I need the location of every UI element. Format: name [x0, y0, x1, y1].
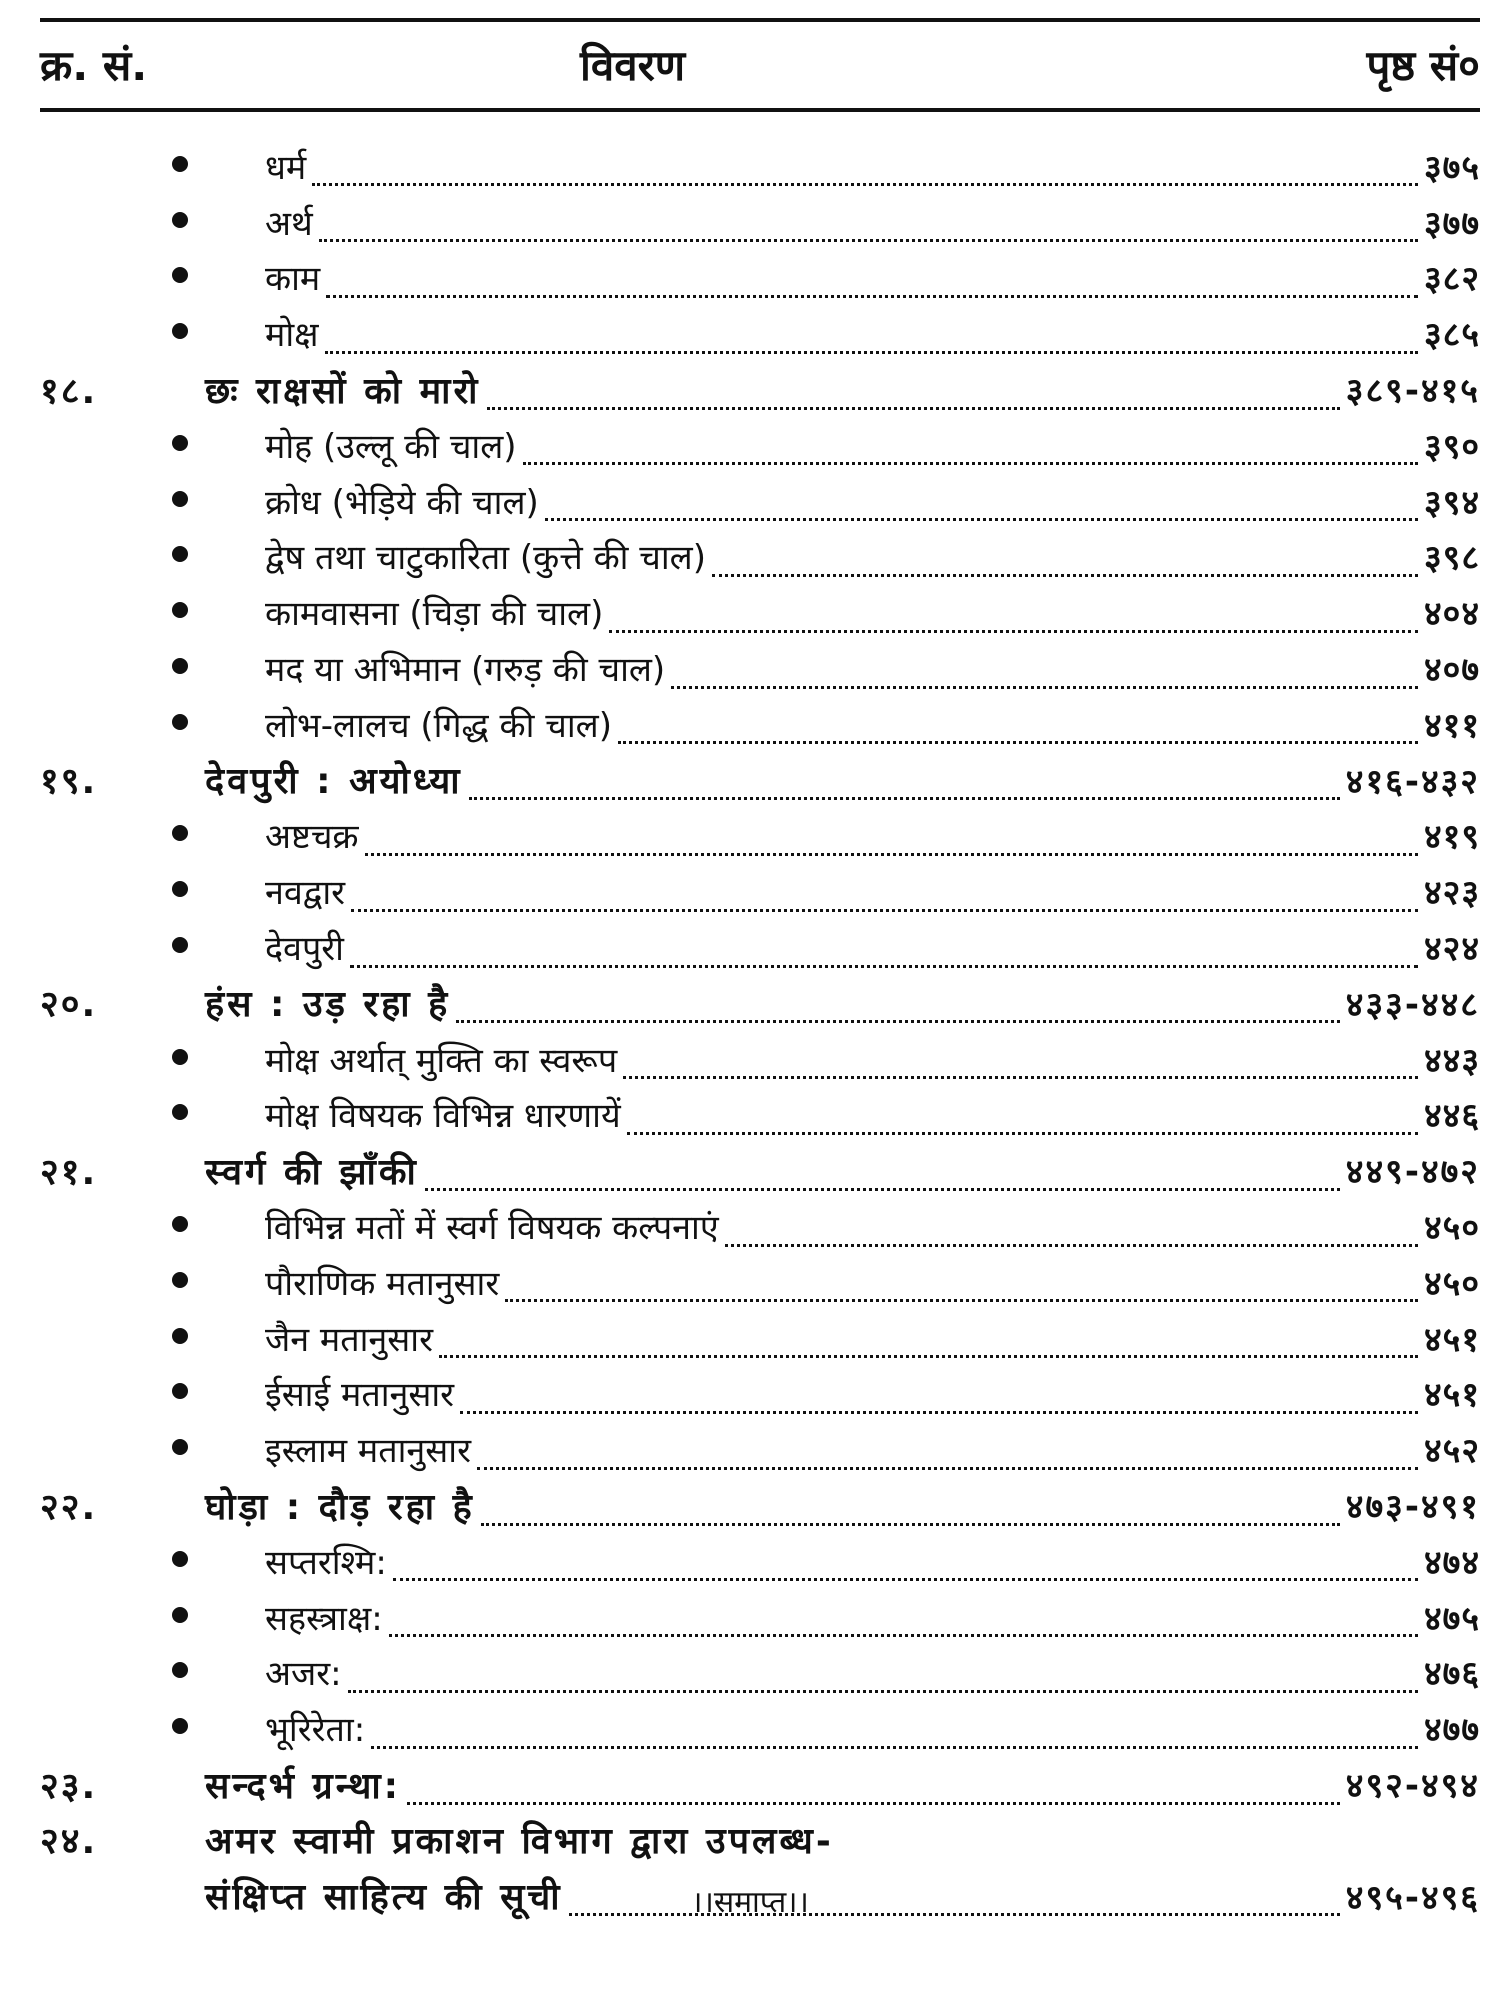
bullet-icon	[40, 1272, 265, 1292]
bullet-icon	[40, 1049, 265, 1069]
toc-subentry	[40, 417, 1480, 473]
chapter-number: २१.	[40, 1151, 98, 1193]
dot-leader	[725, 1210, 1418, 1247]
toc-chapter	[40, 1477, 1480, 1533]
dot-leader	[618, 707, 1418, 744]
toc-subentry	[40, 473, 1480, 529]
dot-leader	[505, 1265, 1418, 1302]
entry-page: ४११	[1423, 705, 1480, 746]
entry-page: ४५०	[1423, 1208, 1480, 1249]
chapter-number: २०.	[40, 984, 98, 1026]
entry-page: ३७५	[1423, 147, 1480, 188]
dot-leader	[469, 763, 1340, 800]
dot-leader	[425, 1154, 1340, 1191]
chapter-number: २३.	[40, 1765, 98, 1807]
chapter-pages: ४७३-४९१	[1345, 1487, 1480, 1528]
bullet-icon	[40, 658, 265, 678]
dot-leader	[393, 1544, 1418, 1581]
toc-chapter	[40, 752, 1480, 808]
chapter-pages: ४९२-४९४	[1345, 1766, 1480, 1806]
dot-leader	[487, 373, 1340, 410]
dot-leader	[312, 149, 1418, 186]
entry-title: विभिन्न मतों में स्वर्ग विषयक कल्पनाएं	[265, 1208, 719, 1249]
chapter-title: देवपुरी : अयोध्या	[205, 761, 463, 803]
dot-leader	[609, 596, 1418, 633]
bullet-icon	[40, 1551, 265, 1571]
entry-page: ४१९	[1423, 817, 1480, 858]
entry-page: ४७४	[1423, 1542, 1480, 1583]
chapter-title: छः राक्षसों को मारो	[205, 370, 481, 412]
bullet-icon	[40, 1328, 265, 1348]
bullet-icon	[40, 435, 265, 455]
entry-page: ४७५	[1423, 1598, 1480, 1639]
toc-subentry	[40, 1031, 1480, 1087]
entry-page: ४०७	[1423, 650, 1480, 691]
toc-subentry	[40, 1700, 1480, 1756]
entry-page: ४२३	[1423, 873, 1480, 914]
toc-subentry	[40, 250, 1480, 306]
entry-title: लोभ-लालच (गिद्ध की चाल)	[265, 705, 612, 746]
toc-subentry	[40, 1254, 1480, 1310]
bullet-icon	[40, 1607, 265, 1627]
dot-leader	[389, 1600, 1418, 1637]
dot-leader	[545, 484, 1418, 521]
toc-chapter	[40, 1812, 1480, 1868]
entry-page: ३९०	[1423, 426, 1480, 467]
entry-page: ४७७	[1423, 1710, 1480, 1751]
end-marker: ।।समाप्त।।	[691, 1885, 809, 1920]
chapter-title: सन्दर्भ ग्रन्था:	[205, 1765, 402, 1807]
dot-leader	[477, 1433, 1418, 1470]
dot-leader	[407, 1768, 1340, 1805]
bullet-icon	[40, 546, 265, 566]
chapter-title: घोड़ा : दौड़ रहा है	[205, 1486, 475, 1528]
entry-title: सहस्त्राक्ष:	[265, 1598, 383, 1639]
bullet-icon	[40, 491, 265, 511]
bullet-icon	[40, 1662, 265, 1682]
chapter-title: अमर स्वामी प्रकाशन विभाग द्वारा उपलब्ध-	[205, 1821, 834, 1863]
entry-page: ४०४	[1423, 594, 1480, 635]
toc-subentry	[40, 1589, 1480, 1645]
entry-title: द्वेष तथा चाटुकारिता (कुत्ते की चाल)	[265, 538, 707, 579]
entry-title: काम	[265, 259, 321, 300]
dot-leader	[439, 1321, 1418, 1358]
chapter-number: १९.	[40, 761, 98, 803]
entry-page: ४७६	[1423, 1654, 1480, 1695]
entry-title: इस्लाम मतानुसार	[265, 1431, 472, 1472]
toc-subentry	[40, 808, 1480, 864]
entry-page: ४५०	[1423, 1263, 1480, 1304]
entry-title: कामवासना (चिड़ा की चाल)	[265, 594, 604, 635]
dot-leader	[325, 317, 1418, 354]
dot-leader	[365, 819, 1418, 856]
entry-page: ३९८	[1423, 538, 1480, 579]
dot-leader	[348, 1656, 1418, 1693]
entry-title: धर्म	[265, 147, 307, 188]
toc-subentry	[40, 194, 1480, 250]
bullet-icon	[40, 1216, 265, 1236]
dot-leader	[371, 1712, 1418, 1749]
dot-leader	[326, 261, 1418, 298]
dot-leader	[350, 931, 1418, 968]
bullet-icon	[40, 714, 265, 734]
toc-subentry	[40, 1421, 1480, 1477]
toc-subentry	[40, 919, 1480, 975]
dot-leader	[627, 1098, 1418, 1135]
entry-title: मोह (उल्लू की चाल)	[265, 426, 517, 467]
bullet-icon	[40, 267, 265, 287]
table-header	[40, 28, 1480, 104]
chapter-number: १८.	[40, 370, 98, 412]
entry-title: अर्थ	[265, 203, 313, 244]
entry-page: ३८५	[1423, 315, 1480, 356]
dot-leader	[623, 1042, 1418, 1079]
bullet-icon	[40, 825, 265, 845]
toc-chapter	[40, 975, 1480, 1031]
entry-title: क्रोध (भेड़िये की चाल)	[265, 482, 539, 523]
toc-subentry	[40, 1198, 1480, 1254]
entry-title: मोक्ष अर्थात् मुक्ति का स्वरूप	[265, 1040, 618, 1081]
entry-page: ३७७	[1423, 203, 1480, 244]
entry-page: ४४३	[1423, 1040, 1480, 1081]
bullet-icon	[40, 1383, 265, 1403]
entry-page: ३९४	[1423, 482, 1480, 523]
toc-chapter	[40, 361, 1480, 417]
entry-title: देवपुरी	[265, 929, 344, 970]
entry-title: मोक्ष विषयक विभिन्न धारणायें	[265, 1096, 621, 1137]
bullet-icon	[40, 323, 265, 343]
chapter-pages: ४१६-४३२	[1345, 761, 1480, 802]
bullet-icon	[40, 1439, 265, 1459]
column-header-number: क्र. सं.	[40, 41, 148, 90]
toc-subentry	[40, 1310, 1480, 1366]
chapter-title-continued: संक्षिप्त साहित्य की सूची	[205, 1877, 563, 1919]
chapter-title: स्वर्ग की झाँकी	[205, 1151, 419, 1193]
toc-subentry	[40, 305, 1480, 361]
toc-chapter	[40, 1756, 1480, 1812]
entry-title: पौराणिक मतानुसार	[265, 1263, 500, 1304]
entry-page: ४२४	[1423, 929, 1480, 970]
toc-subentry	[40, 1366, 1480, 1422]
toc-subentry	[40, 1533, 1480, 1589]
toc-chapter	[40, 1142, 1480, 1198]
table-of-contents	[40, 138, 1480, 1924]
toc-subentry	[40, 529, 1480, 585]
dot-leader	[523, 428, 1418, 465]
entry-title: ईसाई मतानुसार	[265, 1375, 455, 1416]
toc-subentry	[40, 1645, 1480, 1701]
entry-title: मोक्ष	[265, 315, 319, 356]
column-header-page: पृष्ठ सं०	[1366, 41, 1480, 90]
bullet-icon	[40, 881, 265, 901]
chapter-pages: ४३३-४४८	[1345, 984, 1480, 1025]
bullet-icon	[40, 156, 265, 176]
dot-leader	[351, 875, 1418, 912]
bullet-icon	[40, 937, 265, 957]
entry-title: नवद्वार	[265, 873, 346, 914]
toc-subentry	[40, 584, 1480, 640]
entry-page: ४४६	[1423, 1096, 1480, 1137]
entry-title: भूरिरेता:	[265, 1710, 366, 1751]
column-header-description: विवरण	[580, 41, 686, 90]
entry-title: अष्टचक्र	[265, 817, 359, 858]
entry-page: ३८२	[1423, 259, 1480, 300]
bullet-icon	[40, 212, 265, 232]
dot-leader	[481, 1489, 1340, 1526]
entry-page: ४५२	[1423, 1431, 1480, 1472]
entry-title: जैन मतानुसार	[265, 1319, 433, 1360]
entry-page: ४५१	[1423, 1319, 1480, 1360]
chapter-number: २२.	[40, 1486, 98, 1528]
dot-leader	[671, 652, 1418, 689]
toc-subentry	[40, 640, 1480, 696]
entry-page: ४५१	[1423, 1375, 1480, 1416]
chapter-title: हंस : उड़ रहा है	[205, 984, 451, 1026]
toc-subentry	[40, 1087, 1480, 1143]
toc-subentry	[40, 696, 1480, 752]
bullet-icon	[40, 1718, 265, 1738]
header-rule	[40, 108, 1480, 112]
bullet-icon	[40, 602, 265, 622]
chapter-pages: ४९५-४९६	[1345, 1877, 1480, 1918]
chapter-pages: ४४९-४७२	[1345, 1152, 1480, 1193]
dot-leader	[460, 1377, 1418, 1414]
chapter-pages: ३८९-४१५	[1345, 371, 1480, 412]
chapter-number: २४.	[40, 1821, 98, 1863]
dot-leader	[456, 986, 1340, 1023]
entry-title: अजर:	[265, 1654, 342, 1695]
toc-subentry	[40, 138, 1480, 194]
entry-title: मद या अभिमान (गरुड़ की चाल)	[265, 650, 666, 691]
entry-title: सप्तरश्मि:	[265, 1542, 387, 1583]
bullet-icon	[40, 1104, 265, 1124]
dot-leader	[712, 540, 1418, 577]
toc-subentry	[40, 863, 1480, 919]
dot-leader	[319, 205, 1418, 242]
top-rule	[40, 18, 1480, 22]
